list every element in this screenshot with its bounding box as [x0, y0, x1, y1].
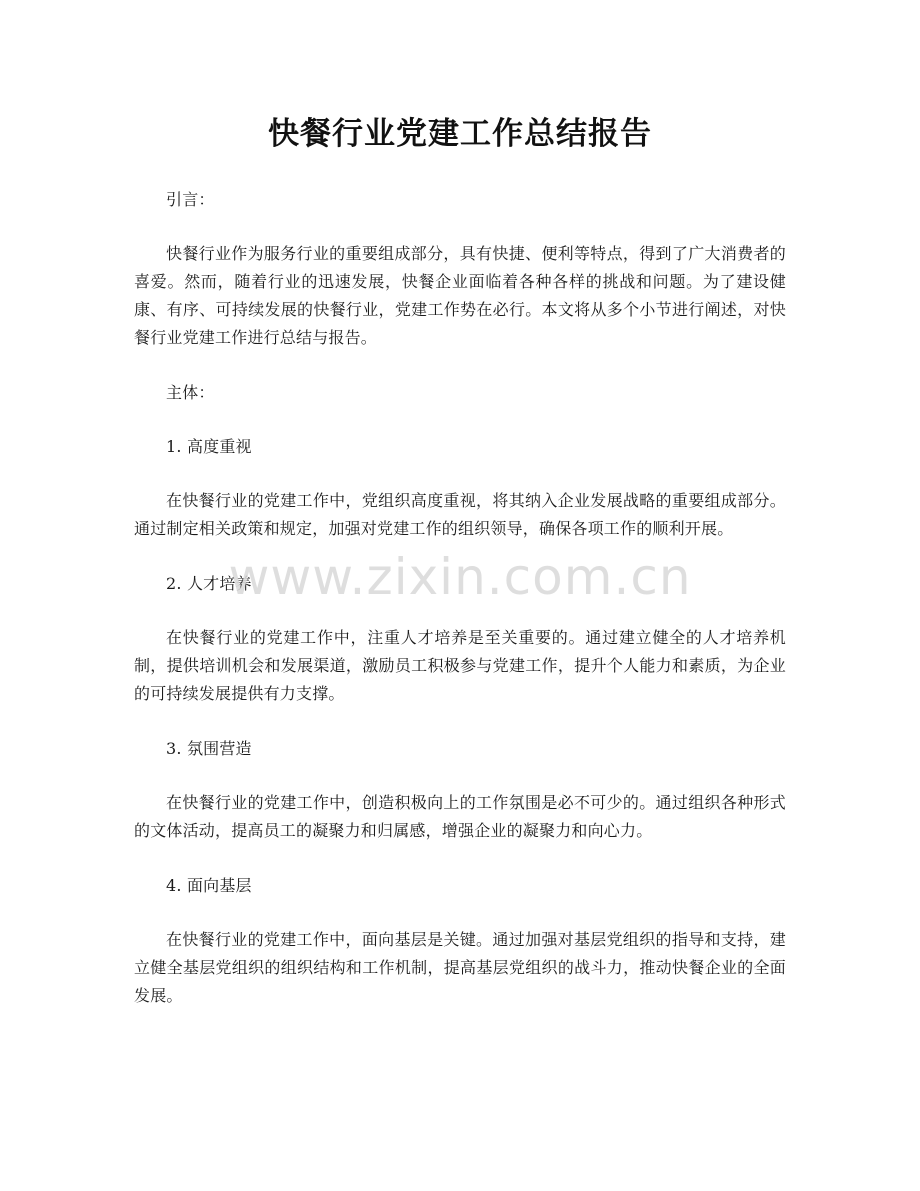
section-paragraph-2: 在快餐行业的党建工作中，注重人才培养是至关重要的。通过建立健全的人才培养机制，提供培训机会和发展渠道，激励员工积极参与党建工作，提升个人能力和素质，为企业的可持续发展提供有力支撑。	[134, 628, 786, 703]
section-paragraph-3: 在快餐行业的党建工作中，创造积极向上的工作氛围是必不可少的。通过组织各种形式的文体活动，提高员工的凝聚力和归属感，增强企业的凝聚力和向心力。	[134, 793, 786, 840]
section-heading-3: 3. 氛围营造	[166, 739, 252, 758]
document-body	[134, 186, 786, 1037]
section-paragraph-1: 在快餐行业的党建工作中，党组织高度重视，将其纳入企业发展战略的重要组成部分。通过制定相关政策和规定，加强对党建工作的组织领导，确保各项工作的顺利开展。	[134, 491, 786, 538]
watermark: www.zixin.com.cn	[228, 548, 692, 606]
section-paragraph-4: 在快餐行业的党建工作中，面向基层是关键。通过加强对基层党组织的指导和支持，建立健全基层党组织的组织结构和工作机制，提高基层党组织的战斗力，推动快餐企业的全面发展。	[134, 930, 786, 1005]
section-heading-1: 1. 高度重视	[166, 437, 252, 456]
intro-heading: 引言：	[166, 190, 215, 209]
document-title: 快餐行业党建工作总结报告	[268, 116, 652, 152]
section-heading-2: 2. 人才培养	[166, 574, 252, 593]
intro-paragraph: 快餐行业作为服务行业的重要组成部分，具有快捷、便利等特点，得到了广大消费者的喜爱。然而，随着行业的迅速发展，快餐企业面临着各种各样的挑战和问题。为了建设健康、有序、可持续发展的快餐行业，党建工作势在必行。本文将从多个小节进行阐述，对快餐行业党建工作进行总结与报告。	[134, 244, 786, 347]
section-heading-4: 4. 面向基层	[166, 876, 252, 895]
body-heading: 主体：	[166, 383, 215, 402]
